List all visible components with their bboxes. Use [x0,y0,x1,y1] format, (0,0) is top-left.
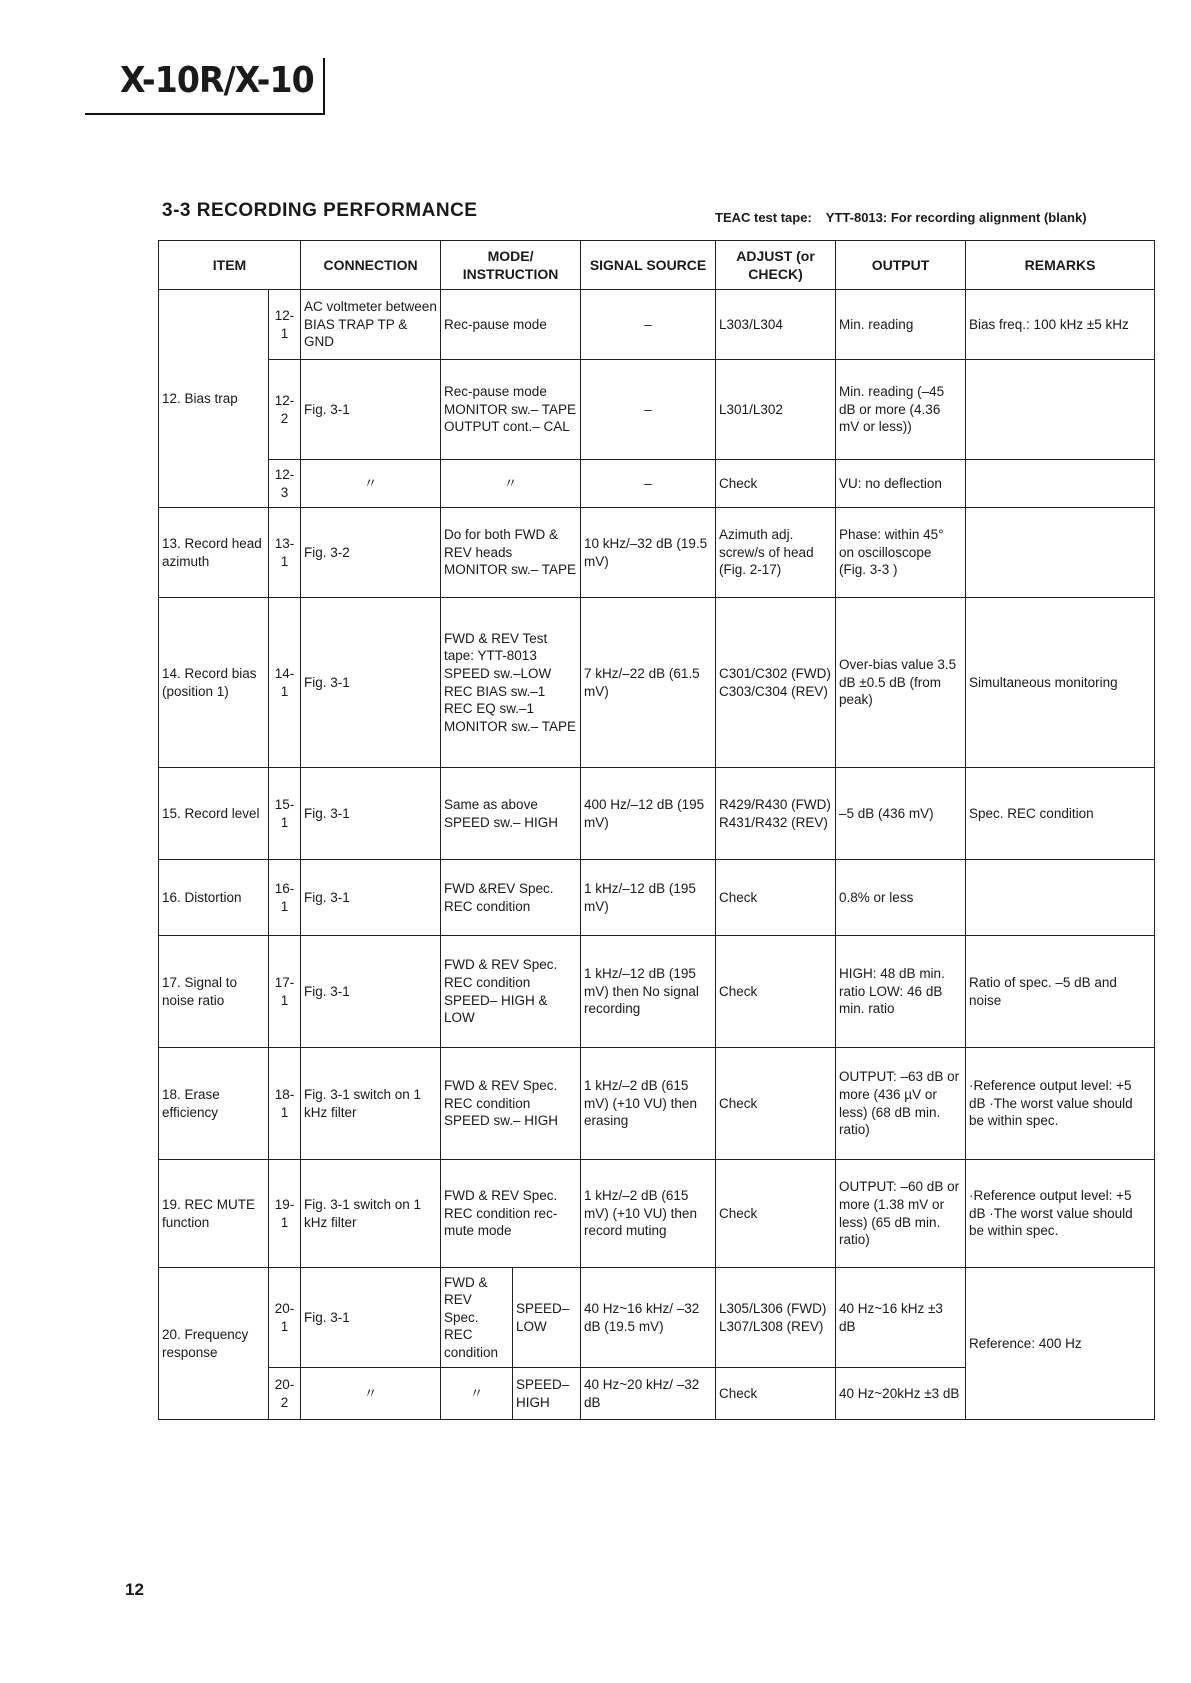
output-cell: Min. reading [836,290,966,360]
test-tape-value: YTT-8013: For recording alignment (blank) [825,210,1087,225]
sub-num: 17-1 [269,936,301,1048]
signal-cell: – [581,460,716,508]
connection-cell: Fig. 3-1 [301,936,441,1048]
col-header-remarks: REMARKS [966,241,1155,290]
sub-num: 12-3 [269,460,301,508]
mode-cell: FWD & REV Spec. REC condition rec-mute mode [441,1160,581,1268]
remarks-cell [966,460,1155,508]
mode-cell: Rec-pause mode [441,290,581,360]
sub-num: 15-1 [269,768,301,860]
adjust-cell: L305/L306 (FWD) L307/L308 (REV) [716,1268,836,1368]
table-row [159,1048,1155,1160]
output-cell: Over-bias value 3.5 dB ±0.5 dB (from peak) [836,598,966,768]
signal-cell: – [581,360,716,460]
remarks-cell: Spec. REC condition [966,768,1155,860]
sub-num: 18-1 [269,1048,301,1160]
mode-cell: 〃 [441,1368,513,1420]
signal-cell: – [581,290,716,360]
mode-cell: Same as above SPEED sw.– HIGH [441,768,581,860]
recording-performance-table [158,240,1155,1420]
output-cell: HIGH: 48 dB min. ratio LOW: 46 dB min. ratio [836,936,966,1048]
test-tape-label: TEAC test tape: [715,210,812,225]
adjust-cell: Azimuth adj. screw/s of head (Fig. 2-17) [716,508,836,598]
signal-cell: 40 Hz~16 kHz/ –32 dB (19.5 mV) [581,1268,716,1368]
remarks-cell [966,360,1155,460]
remarks-cell: Simultaneous monitoring [966,598,1155,768]
table-row [159,936,1155,1048]
title-underline [85,113,325,115]
connection-cell: Fig. 3-1 [301,360,441,460]
remarks-cell: Reference: 400 Hz [966,1268,1155,1420]
connection-cell: Fig. 3-1 [301,860,441,936]
table-row [159,1160,1155,1268]
output-cell: OUTPUT: –63 dB or more (436 µV or less) (68 dB min. ratio) [836,1048,966,1160]
connection-cell: Fig. 3-1 [301,768,441,860]
col-header-signal: SIGNAL SOURCE [581,241,716,290]
output-cell: OUTPUT: –60 dB or more (1.38 mV or less) (65 dB min. ratio) [836,1160,966,1268]
adjust-cell: L303/L304 [716,290,836,360]
adjust-cell: Check [716,460,836,508]
signal-cell: 1 kHz/–2 dB (615 mV) (+10 VU) then erasing [581,1048,716,1160]
adjust-cell: L301/L302 [716,360,836,460]
mode-cell: FWD & REV Spec. REC condition [441,1268,513,1368]
item-14: 14. Record bias (position 1) [159,598,269,768]
col-header-connection: CONNECTION [301,241,441,290]
adjust-cell: R429/R430 (FWD) R431/R432 (REV) [716,768,836,860]
mode-cell: Do for both FWD & REV heads MONITOR sw.– TAPE [441,508,581,598]
output-cell: Phase: within 45° on oscilloscope (Fig. 3-3 ) [836,508,966,598]
mode-cell: FWD & REV Spec. REC condition SPEED sw.– HIGH [441,1048,581,1160]
item-13: 13. Record head azimuth [159,508,269,598]
signal-cell: 1 kHz/–12 dB (195 mV) [581,860,716,936]
output-cell: –5 dB (436 mV) [836,768,966,860]
adjust-cell: Check [716,936,836,1048]
mode-cell: FWD & REV Test tape: YTT-8013 SPEED sw.–LOW REC BIAS sw.–1 REC EQ sw.–1 MONITOR sw.– TAPE [441,598,581,768]
item-19: 19. REC MUTE function [159,1160,269,1268]
signal-cell: 40 Hz~20 kHz/ –32 dB [581,1368,716,1420]
connection-cell: Fig. 3-2 [301,508,441,598]
connection-cell: AC voltmeter between BIAS TRAP TP & GND [301,290,441,360]
table-row [159,768,1155,860]
sub-num: 20-1 [269,1268,301,1368]
table-row [159,360,1155,460]
table-row [159,1268,1155,1368]
table-header-row [159,241,1155,290]
table-row [159,598,1155,768]
output-cell: Min. reading (–45 dB or more (4.36 mV or less)) [836,360,966,460]
adjust-cell: Check [716,1048,836,1160]
model-title: X-10R/X-10 [120,60,314,101]
connection-cell: 〃 [301,460,441,508]
mode-cell: FWD &REV Spec. REC condition [441,860,581,936]
output-cell: 0.8% or less [836,860,966,936]
remarks-cell [966,508,1155,598]
adjust-cell: Check [716,1368,836,1420]
output-cell: 40 Hz~20kHz ±3 dB [836,1368,966,1420]
signal-cell: 1 kHz/–12 dB (195 mV) then No signal recording [581,936,716,1048]
sub-num: 14-1 [269,598,301,768]
signal-cell: 1 kHz/–2 dB (615 mV) (+10 VU) then record muting [581,1160,716,1268]
table-row [159,460,1155,508]
sub-num: 20-2 [269,1368,301,1420]
speed-cell: SPEED– LOW [513,1268,581,1368]
mode-cell: 〃 [441,460,581,508]
mode-cell: Rec-pause mode MONITOR sw.– TAPE OUTPUT cont.– CAL [441,360,581,460]
section-title: 3-3 RECORDING PERFORMANCE [162,200,478,221]
col-header-output: OUTPUT [836,241,966,290]
connection-cell: Fig. 3-1 [301,598,441,768]
sub-num: 12-2 [269,360,301,460]
signal-cell: 7 kHz/–22 dB (61.5 mV) [581,598,716,768]
remarks-cell: Bias freq.: 100 kHz ±5 kHz [966,290,1155,360]
remarks-cell [966,860,1155,936]
item-20: 20. Frequency response [159,1268,269,1420]
connection-cell: Fig. 3-1 switch on 1 kHz filter [301,1160,441,1268]
output-cell: VU: no deflection [836,460,966,508]
item-15: 15. Record level [159,768,269,860]
col-header-adjust: ADJUST (or CHECK) [716,241,836,290]
sub-num: 19-1 [269,1160,301,1268]
table-row [159,860,1155,936]
table-row [159,508,1155,598]
connection-cell: Fig. 3-1 [301,1268,441,1368]
col-header-mode: MODE/ INSTRUCTION [441,241,581,290]
table-row [159,290,1155,360]
remarks-cell: ·Reference output level: +5 dB ·The worst value should be within spec. [966,1048,1155,1160]
mode-cell: FWD & REV Spec. REC condition SPEED– HIGH & LOW [441,936,581,1048]
page-number: 12 [125,1580,144,1599]
adjust-cell: Check [716,1160,836,1268]
remarks-cell: Ratio of spec. –5 dB and noise [966,936,1155,1048]
adjust-cell: C301/C302 (FWD) C303/C304 (REV) [716,598,836,768]
speed-cell: SPEED– HIGH [513,1368,581,1420]
remarks-cell: ·Reference output level: +5 dB ·The worst value should be within spec. [966,1160,1155,1268]
item-17: 17. Signal to noise ratio [159,936,269,1048]
connection-cell: Fig. 3-1 switch on 1 kHz filter [301,1048,441,1160]
signal-cell: 10 kHz/–32 dB (19.5 mV) [581,508,716,598]
output-cell: 40 Hz~16 kHz ±3 dB [836,1268,966,1368]
connection-cell: 〃 [301,1368,441,1420]
item-16: 16. Distortion [159,860,269,936]
adjust-cell: Check [716,860,836,936]
col-header-item: ITEM [159,241,301,290]
sub-num: 13-1 [269,508,301,598]
test-tape-info [715,210,1101,225]
item-18: 18. Erase efficiency [159,1048,269,1160]
sub-num: 16-1 [269,860,301,936]
sub-num: 12-1 [269,290,301,360]
title-vertical-rule [323,58,325,115]
signal-cell: 400 Hz/–12 dB (195 mV) [581,768,716,860]
item-12: 12. Bias trap [159,290,269,508]
